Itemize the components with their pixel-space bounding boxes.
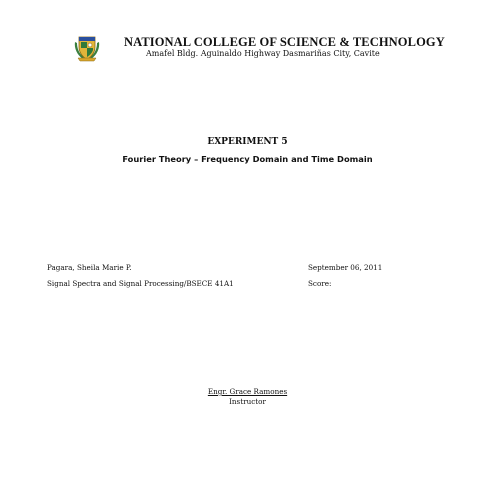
experiment-number: EXPERIMENT 5 <box>207 137 288 147</box>
school-address: Amafel Bldg. Aguinaldo Highway Dasmariñas City, Cavite <box>146 49 380 58</box>
school-seal-icon <box>73 33 101 63</box>
course-section: Signal Spectra and Signal Processing/BSECE 41A1 <box>47 279 234 288</box>
experiment-title: Fourier Theory – Frequency Domain and Time Domain <box>122 154 373 164</box>
school-name: NATIONAL COLLEGE OF SCIENCE & TECHNOLOGY <box>124 35 445 49</box>
submission-date: September 06, 2011 <box>308 263 383 272</box>
instructor-role: Instructor <box>229 397 266 406</box>
score-label: Score: <box>308 279 332 288</box>
student-name: Pagara, Sheila Marie P. <box>47 263 132 272</box>
instructor-name: Engr. Grace Ramones <box>207 387 288 396</box>
